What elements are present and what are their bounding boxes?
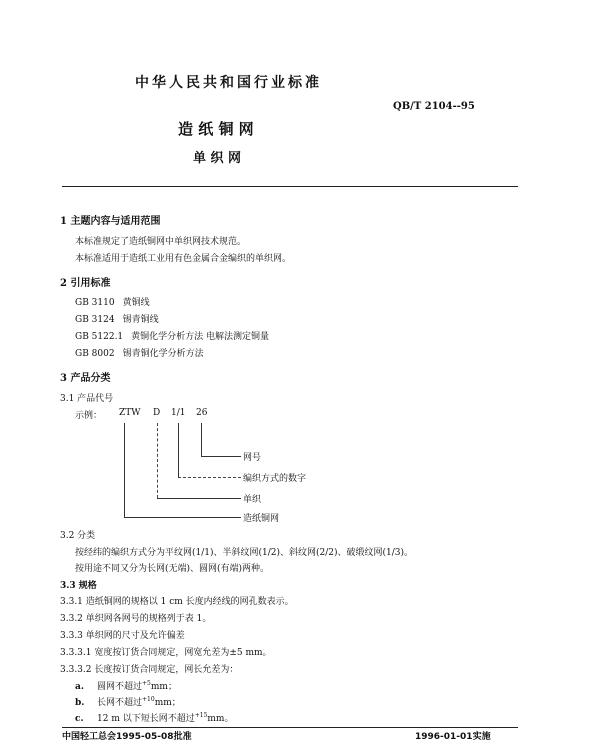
legend-single-weave: 单织 <box>243 495 262 505</box>
tolerance-value: +10 <box>142 696 155 703</box>
section-2-heading: 2 引用标准 <box>60 278 111 289</box>
list-text: 圆网不超过 <box>97 682 143 692</box>
section-3-3-3-1: 3.3.3.1 宽度按订货合同规定，网宽允差为±5 mm。 <box>60 648 272 658</box>
list-marker: a. <box>75 682 84 692</box>
header-rule <box>62 186 518 187</box>
reference-title: 锡青铜化学分析方法 <box>122 349 204 359</box>
connector-line <box>201 456 241 457</box>
section-3-1-heading: 3.1 产品代号 <box>60 394 114 404</box>
reference-code: GB 3124 <box>75 315 115 325</box>
tolerance-value: +15 <box>194 712 208 719</box>
reference-code: GB 5122.1 <box>75 332 124 342</box>
connector-line <box>124 517 241 518</box>
section-3-heading: 3 产品分类 <box>60 373 111 384</box>
org-title: 中华人民共和国行业标准 <box>135 75 322 91</box>
reference-code: GB 3110 <box>75 298 115 308</box>
legend-mesh-number: 网号 <box>243 453 262 463</box>
unit-text: mm。 <box>207 714 234 724</box>
reference-title: 黄铜线 <box>122 298 150 308</box>
section-3-3-3: 3.3.3 单织网的尺寸及允许偏差 <box>60 631 185 641</box>
reference-list-item <box>75 329 269 342</box>
code-part-weave: 1/1 <box>171 408 186 418</box>
section-3-3-3-2: 3.3.3.2 长度按订货合同规定，网长允差为： <box>60 665 239 675</box>
list-marker: b. <box>75 698 85 708</box>
reference-code: GB 8002 <box>75 349 115 359</box>
document-title: 造 纸 铜 网 <box>178 120 254 138</box>
footer-rule <box>62 727 518 728</box>
unit-text: mm； <box>150 682 177 692</box>
section-3-3-heading: 3.3 规格 <box>60 581 97 591</box>
section-1-heading: 1 主题内容与适用范围 <box>60 216 161 227</box>
connector-line <box>201 423 202 456</box>
connector-line <box>157 498 241 499</box>
effective-date: 1996-01-01实施 <box>415 732 491 742</box>
legend-paper-copper-mesh: 造纸铜网 <box>243 514 280 524</box>
section-1-paragraph-1: 本标准规定了造纸铜网中单织网技术规范。 <box>75 237 247 247</box>
tolerance-value: +5 <box>142 680 151 687</box>
connector-line <box>157 423 158 498</box>
section-3-2-paragraph-1: 按经纬的编织方式分为平纹网(1/1)、半斜纹网(1/2)、斜纹网(2/2)、破缎纹网(1/3)。 <box>75 548 414 558</box>
code-part-d: D <box>153 408 161 418</box>
reference-list-item <box>75 295 150 308</box>
standard-number: QB/T 2104--95 <box>393 101 475 112</box>
reference-list-item <box>75 312 159 325</box>
code-part-mesh-number: 26 <box>196 408 208 418</box>
section-1-paragraph-2: 本标准适用于造纸工业用有色金属合金编织的单织网。 <box>75 254 292 264</box>
connector-line <box>178 423 179 477</box>
list-item-b <box>75 695 181 708</box>
list-item-c <box>75 711 233 724</box>
list-marker: c. <box>75 714 84 724</box>
unit-text: mm； <box>154 698 181 708</box>
list-item-a <box>75 679 177 692</box>
section-3-2-paragraph-2: 按用途不同又分为长网(无端)、圆网(有端)两种。 <box>75 564 270 574</box>
reference-title: 黄铜化学分析方法 电解法测定铜量 <box>131 332 270 342</box>
section-3-3-1: 3.3.1 造纸铜网的规格以 1 cm 长度内经线的网孔数表示。 <box>60 597 294 607</box>
section-3-3-2: 3.3.2 单织网各网号的规格列于表 1。 <box>60 614 212 624</box>
reference-title: 锡青铜线 <box>122 315 159 325</box>
section-3-2-heading: 3.2 分类 <box>60 531 96 541</box>
example-label: 示例： <box>75 411 103 421</box>
approval-date: 中国轻工总会1995-05-08批准 <box>62 732 192 742</box>
legend-weave-digits: 编织方式的数字 <box>243 474 307 484</box>
document-subtitle: 单 织 网 <box>193 151 242 166</box>
list-text: 12 m 以下短长网不超过 <box>97 714 195 724</box>
code-part-ztw: ZTW <box>119 408 141 418</box>
reference-list-item <box>75 346 204 359</box>
connector-line <box>178 477 241 478</box>
connector-line <box>124 423 125 517</box>
list-text: 长网不超过 <box>97 698 143 708</box>
